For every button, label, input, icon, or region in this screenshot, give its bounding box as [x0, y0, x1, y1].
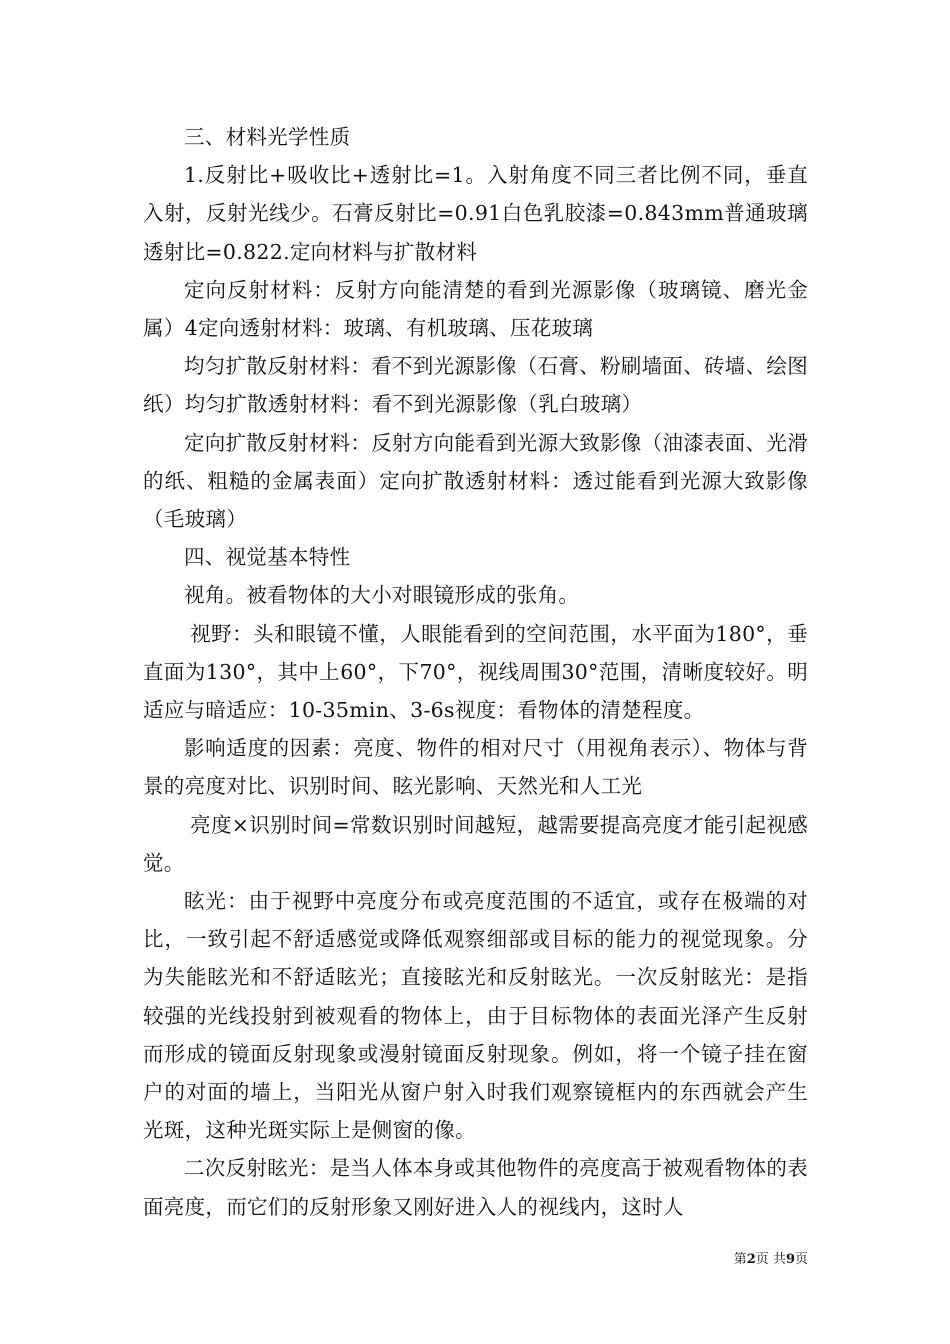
footer-suffix: 页 [794, 1252, 808, 1267]
paragraph-secondary-glare: 二次反射眩光：是当人体本身或其他物件的亮度高于被观看物体的表面亮度，而它们的反射形象又刚好进入人的视线内，这时人 [143, 1156, 808, 1219]
paragraph-visibility-factors: 影响适度的因素：亮度、物件的相对尺寸（用视角表示）、物体与背景的亮度对比、识别时间、眩光影响、天然光和人工光 [143, 736, 808, 799]
paragraph-directional-diffuse: 定向扩散反射材料：反射方向能看到光源大致影像（油漆表面、光滑的纸、粗糙的金属表面）定向扩散透射材料：透过能看到光源大致影像（毛玻璃） [143, 430, 808, 532]
section-heading-visual-characteristics: 四、视觉基本特性 [184, 545, 351, 570]
footer-prefix: 第 [733, 1252, 747, 1267]
footer-middle: 页 共 [755, 1252, 786, 1267]
footer-page-number: 2 [746, 1252, 756, 1267]
paragraph-luminance-time: 亮度×识别时间=常数识别时间越短，越需要提高亮度才能引起视感觉。 [143, 812, 808, 875]
paragraph-reflectance-ratios: 1.反射比+吸收比+透射比=1。入射角度不同三者比例不同，垂直入射，反射光线少。石膏反射比=0.91白色乳胶漆=0.843mm普通玻璃透射比=0.822.定向材料与扩散材料 [143, 163, 808, 264]
document-body [143, 118, 808, 1226]
page-footer [0, 1248, 808, 1267]
paragraph-visual-field: 视野：头和眼镜不懂，人眼能看到的空间范围，水平面为180°，垂直面为130°，其中上60°，下70°，视线周围30°范围，清晰度较好。明适应与暗适应：10-35min、3-6s视度：看物体的清楚程度。 [143, 621, 808, 723]
paragraph-directional-reflection: 定向反射材料：反射方向能清楚的看到光源影像（玻璃镜、磨光金属）4定向透射材料：玻璃、有机玻璃、压花玻璃 [143, 277, 808, 341]
paragraph-glare: 眩光：由于视野中亮度分布或亮度范围的不适宜，或存在极端的对比，一致引起不舒适感觉或降低观察细部或目标的能力的视觉现象。分为失能眩光和不舒适眩光；直接眩光和反射眩光。一次反射眩光：是指较强的光线投射到被观看的物体上，由于目标物体的表面光泽产生反射而形成的镜面反射现象或漫射镜面反射现象。例如，将一个镜子挂在窗户的对面的墙上，当阳光从窗户射入时我们观察镜框内的东西就会产生光斑，这种光斑实际上是侧窗的像。 [143, 889, 808, 1143]
paragraph-visual-angle: 视角。被看物体的大小对眼镜形成的张角。 [184, 583, 580, 608]
section-heading-optical-properties: 三、材料光学性质 [184, 125, 351, 149]
paragraph-uniform-diffuse: 均匀扩散反射材料：看不到光源影像（石膏、粉刷墙面、砖墙、绘图纸）均匀扩散透射材料：看不到光源影像（乳白玻璃） [143, 354, 808, 417]
footer-total-pages: 9 [785, 1252, 795, 1267]
